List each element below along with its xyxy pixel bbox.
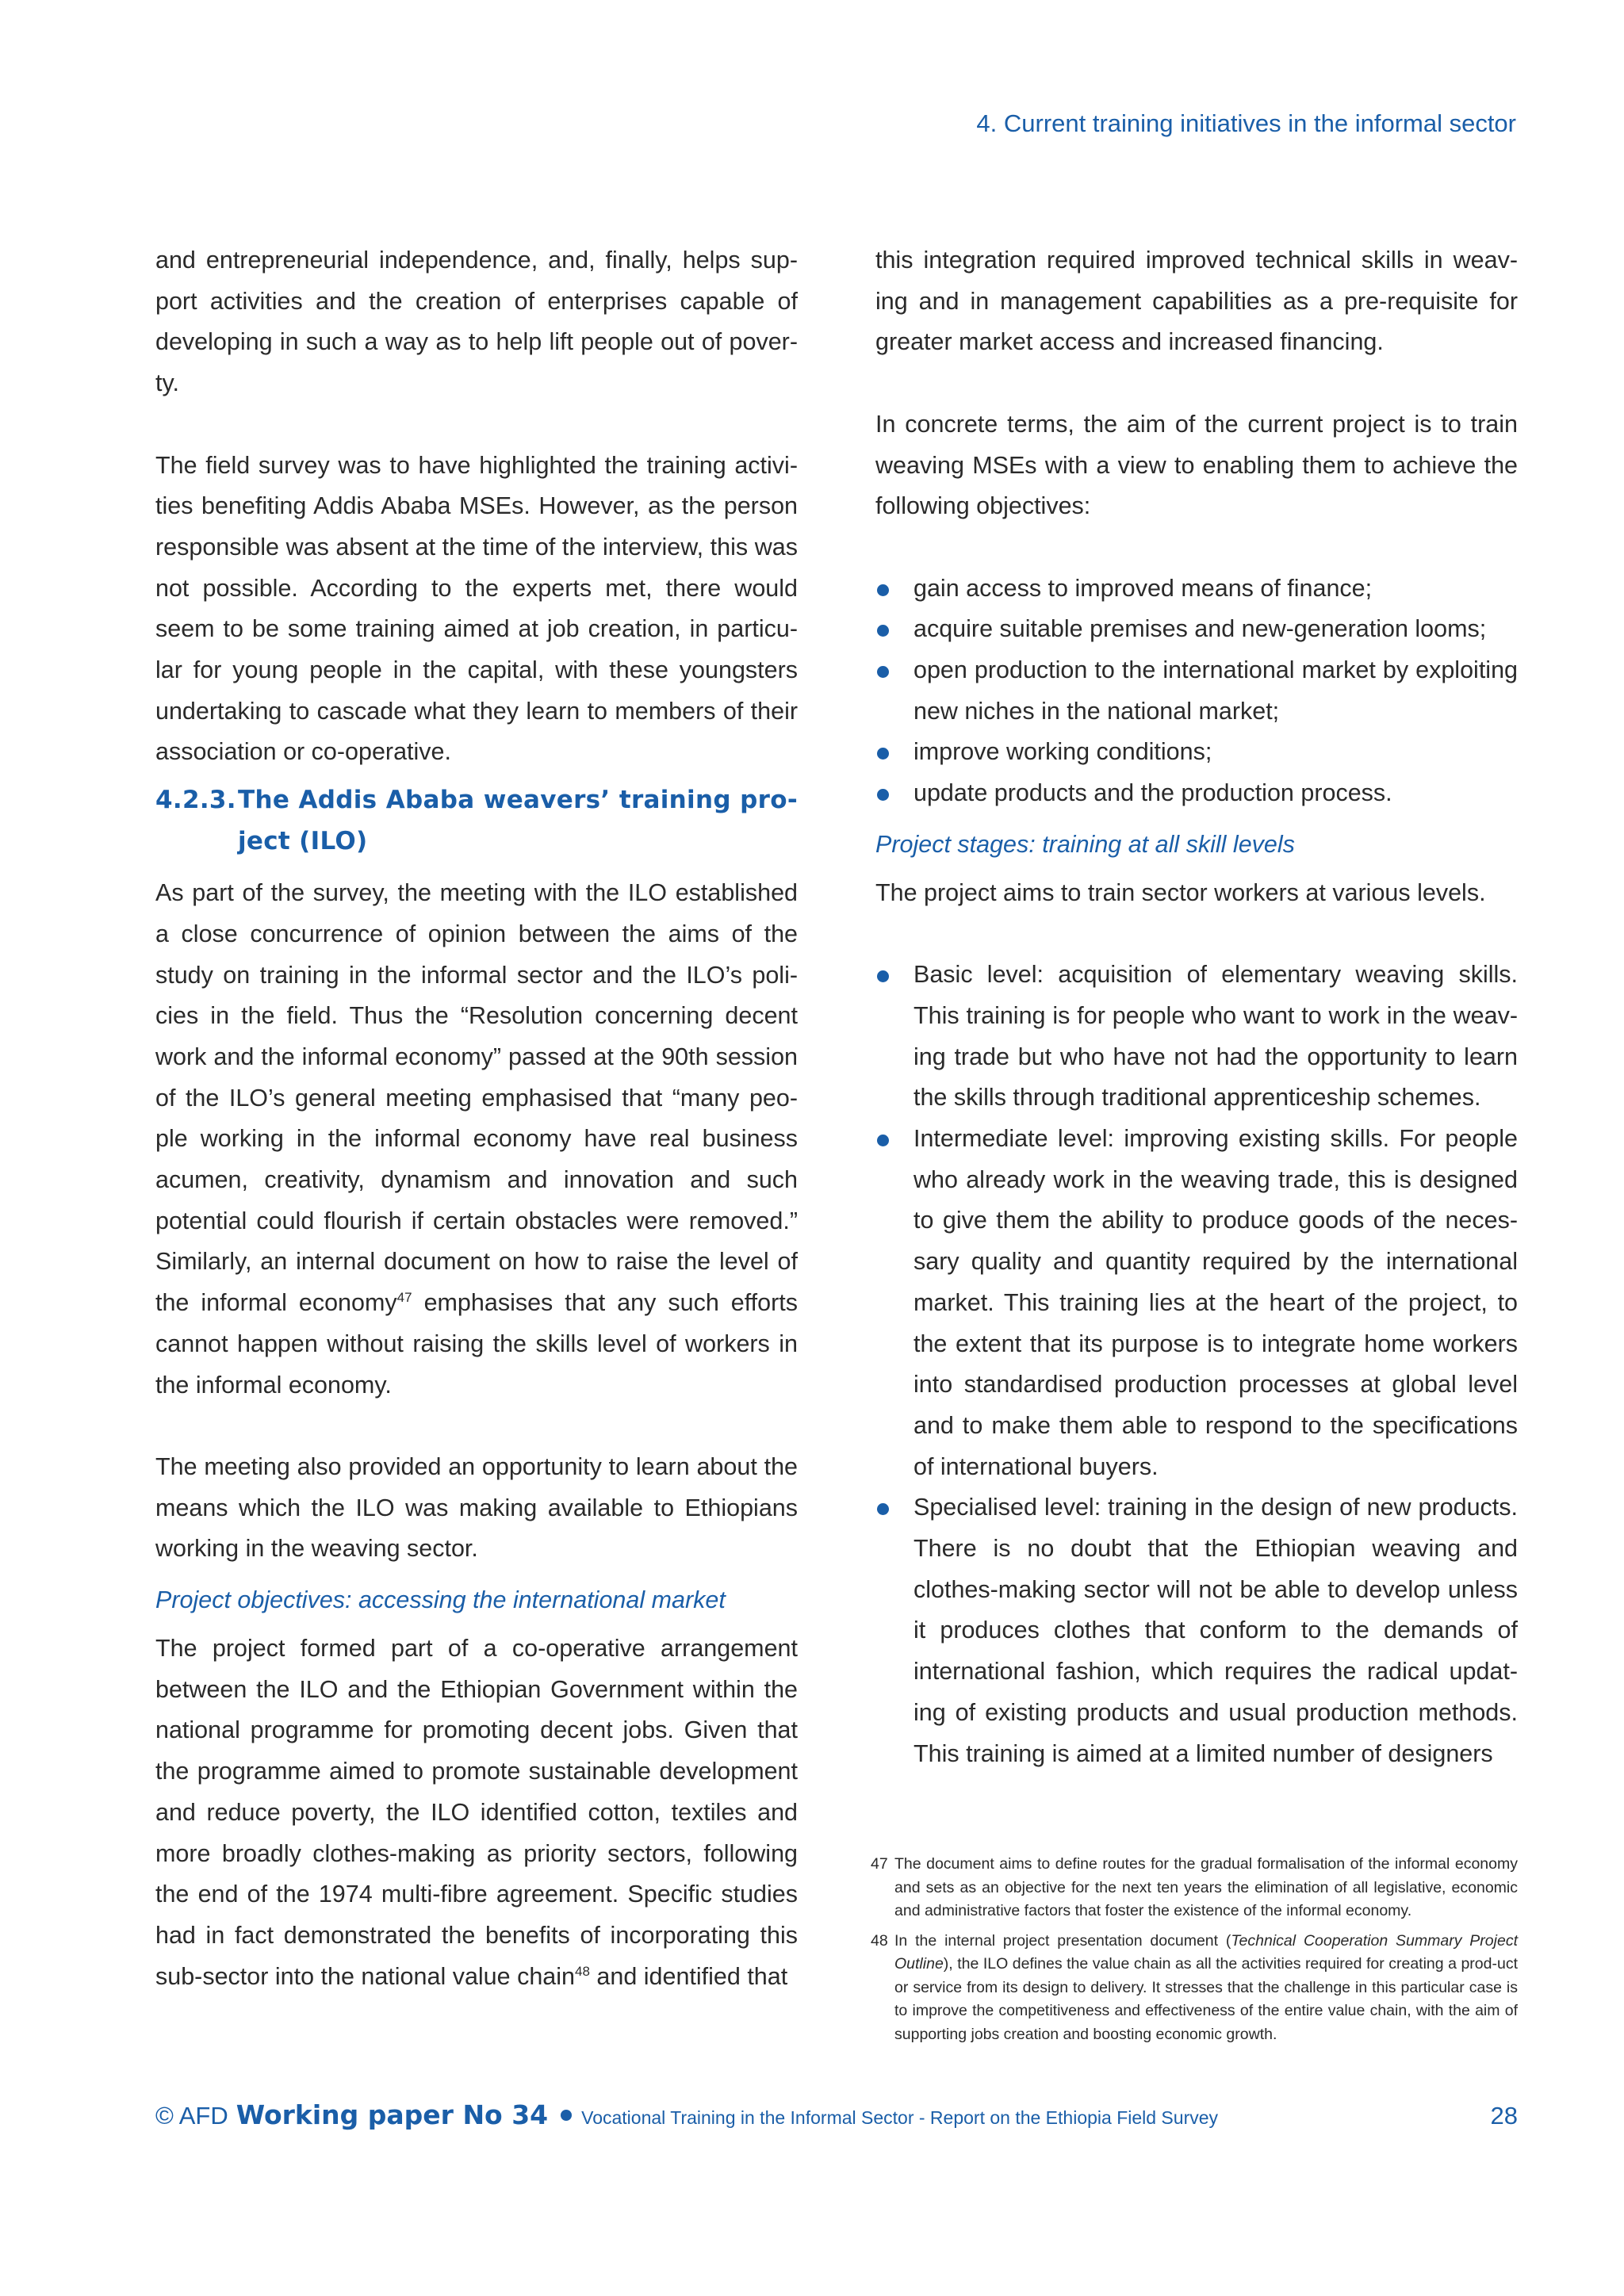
copyright: © AFD <box>155 2102 228 2130</box>
skill-levels-list <box>875 955 1518 1774</box>
section-title: The Addis Ababa weavers’ training pro-ject (ILO) <box>238 786 798 856</box>
list-item: improve working conditions; <box>875 732 1518 773</box>
list-item: acquire suitable premises and new-generation looms; <box>875 609 1518 650</box>
objectives-list <box>875 568 1518 814</box>
footnotes <box>871 1853 1518 2053</box>
list-item: Specialised level: training in the design of new products. There is no doubt that the Ethiopian weaving and clothes-making sector will not be able to develop unless it produces clothes that conform to the demands of international fashion, which requires the radical updat-ing of existing products and usual production methods. This training is aimed at a limited number of designers <box>875 1487 1518 1774</box>
series-title: Working paper No 34 <box>236 2099 549 2130</box>
left-column <box>155 240 798 1997</box>
running-header: 4. Current training initiatives in the informal sector <box>976 109 1516 137</box>
section-number: 4.2.3. <box>155 786 236 815</box>
list-item: update products and the production process. <box>875 773 1518 814</box>
paragraph: this integration required improved technical skills in weav-ing and in management capabilities as a pre-requisite for greater market access and increased financing. <box>875 247 1518 356</box>
list-item: open production to the international market by exploiting new niches in the national market; <box>875 650 1518 732</box>
paragraph: In concrete terms, the aim of the current project is to train weaving MSEs with a view to enabling them to achieve the following objectives: <box>875 410 1518 520</box>
footnote-48 <box>871 1930 1518 2047</box>
paragraph: The project formed part of a co-operative arrangement between the ILO and the Ethiopian Government within the national programme for promoting decent jobs. Given that the programme aimed to promote sustainable development and reduce poverty, the ILO identified cotton, textiles and more broadly clothes-making as priority sectors, following the end of the 1974 multi-fibre agreement. Specific studies had in fact demonstrated the benefits of incorporating this sub-sector into the national value chain$^{48}$ and identified that <box>155 1635 798 1990</box>
footnote-text: In the internal project presentation document (Technical Cooperation Summary Project Outline), the ILO defines the value chain as all the activities required for creating a prod-uct or service from its design to delivery. It stresses that the challenge in this particular case is to improve the competitiveness and effectiveness of the entire value chain, with the aim of supporting jobs creation and boosting economic growth. <box>894 1931 1518 2043</box>
footnote-ref-48[interactable]: 48 <box>575 1963 590 1979</box>
footnote-number: 48 <box>871 1931 888 1950</box>
document-subtitle: Vocational Training in the Informal Sector - Report on the Ethiopia Field Survey <box>581 2107 1219 2128</box>
paragraph: The meeting also provided an opportunity to learn about the means which the ILO was making available to Ethiopians working in the weaving sector. <box>155 1452 798 1563</box>
bullet-separator-icon <box>561 2110 572 2121</box>
page-number: 28 <box>1490 2102 1518 2130</box>
list-item: gain access to improved means of finance; <box>875 568 1518 610</box>
paragraph: The project aims to train sector workers at various levels. <box>875 878 1486 906</box>
footnote-ref-47[interactable]: 47 <box>396 1290 412 1305</box>
subheading: Project objectives: accessing the international market <box>155 1586 726 1614</box>
subheading: Project stages: training at all skill levels <box>875 830 1295 858</box>
right-column <box>875 240 1518 1774</box>
footnote-number: 47 <box>871 1855 888 1873</box>
list-item: Basic level: acquisition of elementary weaving skills. This training is for people who want to work in the weav-ing trade but who have not had the opportunity to learn the skills through traditional apprenticeship schemes. <box>875 955 1518 1119</box>
page-footer <box>155 2099 1518 2130</box>
paragraph: and entrepreneurial independence, and, finally, helps sup-port activities and the creation of enterprises capable of developing in such a way as to help lift people out of pover-ty. <box>155 247 798 397</box>
footnote-text: The document aims to define routes for the gradual formalisation of the informal economy and sets as an objective for the next ten years the elimination of all legislative, economic and administrative factors that foster the existence of the informal economy. <box>894 1855 1518 1919</box>
footnote-47 <box>871 1853 1518 1923</box>
paragraph: The field survey was to have highlighted the training activi-ties benefiting Addis Ababa MSEs. However, as the person responsible was absent at the time of the interview, this was not possible. According to the experts met, there would seem to be some training aimed at job creation, in particu-lar for young people in the capital, with these youngsters undertaking to cascade what they learn to members of their association or co-operative. <box>155 451 798 766</box>
paragraph: As part of the survey, the meeting with the ILO established a close concurrence of opinion between the aims of the study on training in the informal sector and the ILO’s poli-cies in the field. Thus the “Resolution concerning decent work and the informal economy” passed at the 90th session of the ILO’s general meeting emphasised that “many peo-ple working in the informal economy have real business acumen, creativity, dynamism and innovation and such potential could flourish if certain obstacles were removed.” Similarly, an internal document on how to raise the level of the informal economy$^{47}$ emphasises that any such efforts cannot happen without raising the skills level of workers in the informal economy. <box>155 879 798 1399</box>
list-item: Intermediate level: improving existing skills. For people who already work in the weaving trade, this is designed to give them the ability to produce goods of the neces-sary quality and quantity required by the international market. This training lies at the heart of the project, to the extent that its purpose is to integrate home workers into standardised production processes at global level and to make them able to respond to the specifications of international buyers. <box>875 1119 1518 1487</box>
section-heading <box>155 779 798 862</box>
